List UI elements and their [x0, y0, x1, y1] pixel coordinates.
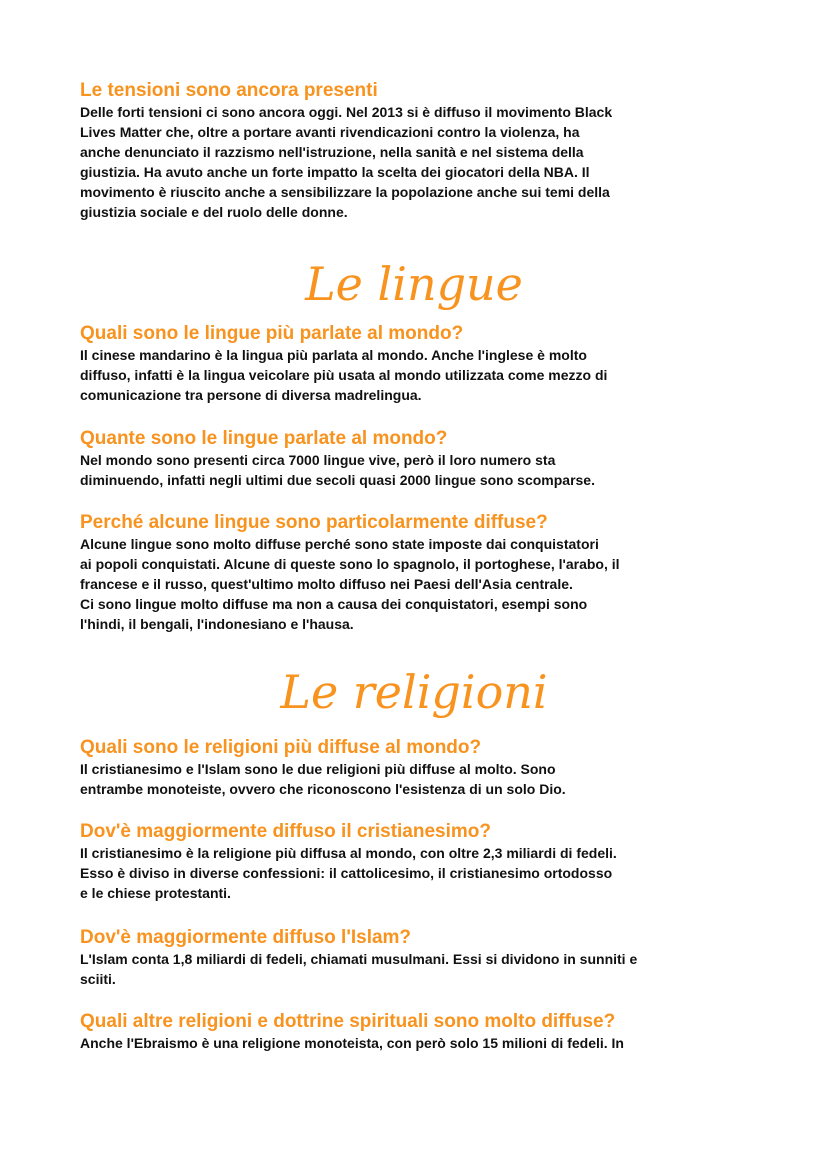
body-line: Delle forti tensioni ci sono ancora oggi. Nel 2013 si è diffuso il movimento Black — [80, 104, 613, 120]
section-body — [80, 843, 760, 903]
text-section — [80, 737, 760, 799]
body-line: l'hindi, il bengali, l'indonesiano e l'hausa. — [80, 616, 354, 632]
body-line: Lives Matter che, oltre a portare avanti rivendicazioni contro la violenza, ha — [80, 124, 580, 140]
body-line: movimento è riuscito anche a sensibilizzare la popolazione anche sui temi della — [80, 184, 610, 200]
section-body — [80, 1033, 660, 1053]
section-title-lingue: Le lingue — [305, 257, 523, 311]
body-line: L'Islam conta 1,8 miliardi di fedeli, chiamati musulmani. Essi si dividono in sunniti e — [80, 951, 638, 967]
section-body — [80, 450, 760, 490]
body-line: comunicazione tra persone di diversa madrelingua. — [80, 387, 422, 403]
body-line: Anche l'Ebraismo è una religione monoteista, con però solo 15 milioni di fedeli. In — [80, 1035, 624, 1051]
section-heading: Quali sono le religioni più diffuse al mondo? — [80, 737, 482, 758]
text-section — [80, 927, 760, 989]
text-section — [80, 428, 760, 490]
body-line: diffuso, infatti è la lingua veicolare più usata al mondo utilizzata come mezzo di — [80, 367, 608, 383]
text-section — [80, 80, 760, 222]
body-line: Alcune lingue sono molto diffuse perché sono state imposte dai conquistatori — [80, 536, 599, 552]
body-line: anche denunciato il razzismo nell'istruzione, nella sanità e nel sistema della — [80, 144, 584, 160]
section-heading: Quali sono le lingue più parlate al mondo? — [80, 323, 464, 344]
section-body — [80, 759, 760, 799]
body-line: Nel mondo sono presenti circa 7000 lingue vive, però il loro numero sta — [80, 452, 556, 468]
section-heading: Dov'è maggiormente diffuso l'Islam? — [80, 927, 412, 948]
section-body — [80, 534, 760, 634]
body-line: francese e il russo, quest'ultimo molto diffuso nei Paesi dell'Asia centrale. — [80, 576, 573, 592]
section-body — [80, 949, 760, 989]
section-heading: Le tensioni sono ancora presenti — [80, 80, 378, 101]
body-line: e le chiese protestanti. — [80, 885, 231, 901]
text-section — [80, 323, 760, 405]
body-line: Ci sono lingue molto diffuse ma non a causa dei conquistatori, esempi sono — [80, 596, 588, 612]
body-line: ai popoli conquistati. Alcune di queste sono lo spagnolo, il portoghese, l'arabo, il — [80, 556, 620, 572]
section-heading: Quante sono le lingue parlate al mondo? — [80, 428, 448, 449]
section-title-religioni: Le religioni — [280, 665, 548, 719]
section-heading: Quali altre religioni e dottrine spirituali sono molto diffuse? — [80, 1011, 616, 1032]
text-section — [80, 512, 760, 634]
body-line: sciiti. — [80, 971, 116, 987]
section-body — [80, 102, 760, 222]
body-line: entrambe monoteiste, ovvero che riconoscono l'esistenza di un solo Dio. — [80, 781, 566, 797]
section-body — [80, 345, 760, 405]
body-line: Il cristianesimo è la religione più diffusa al mondo, con oltre 2,3 miliardi di fedeli. — [80, 845, 617, 861]
body-line: giustizia. Ha avuto anche un forte impatto la scelta dei giocatori della NBA. Il — [80, 164, 590, 180]
section-heading: Perché alcune lingue sono particolarmente diffuse? — [80, 512, 548, 533]
section-heading: Dov'è maggiormente diffuso il cristianesimo? — [80, 821, 491, 842]
body-line: Il cristianesimo e l'Islam sono le due religioni più diffuse al molto. Sono — [80, 761, 556, 777]
body-line: Esso è diviso in diverse confessioni: il cattolicesimo, il cristianesimo ortodosso — [80, 865, 613, 881]
text-section — [80, 1011, 660, 1053]
body-line: Il cinese mandarino è la lingua più parlata al mondo. Anche l'inglese è molto — [80, 347, 587, 363]
text-section — [80, 821, 760, 903]
body-line: diminuendo, infatti negli ultimi due secoli quasi 2000 lingue sono scomparse. — [80, 472, 595, 488]
body-line: giustizia sociale e del ruolo delle donne. — [80, 204, 348, 220]
